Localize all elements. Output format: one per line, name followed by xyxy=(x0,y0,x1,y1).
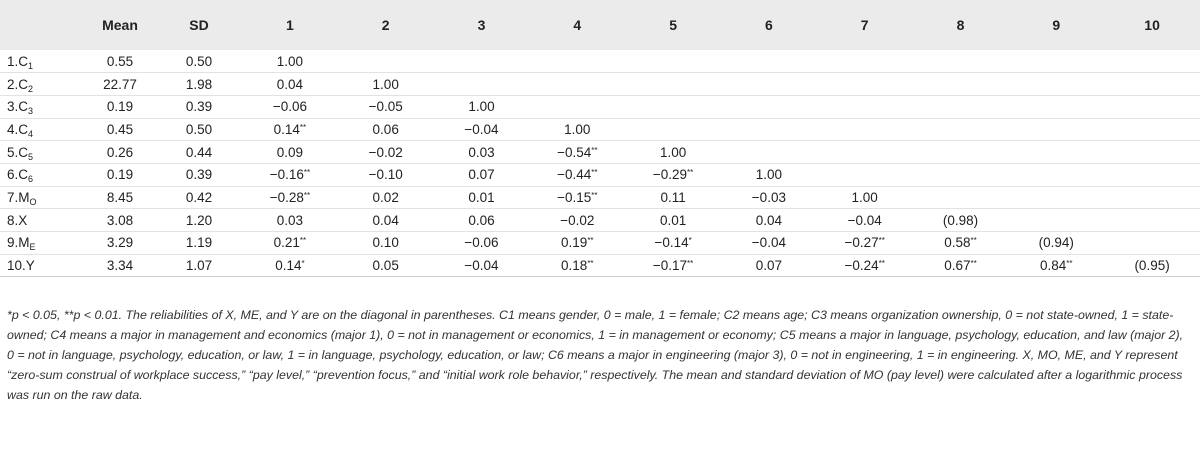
correlation-cell: 0.03 xyxy=(276,212,304,228)
correlation-cell xyxy=(625,73,721,96)
row-label-text: 9.M xyxy=(7,235,30,251)
column-header: 4 xyxy=(573,17,582,33)
correlation-cell xyxy=(529,95,625,118)
correlation-cell xyxy=(913,141,1009,164)
row-label-text: 4.C xyxy=(7,121,29,137)
mean-cell: 0.19 xyxy=(106,99,134,115)
correlation-cell: −0.10 xyxy=(368,167,403,183)
row-label-text: 1.C xyxy=(7,53,29,69)
row-label-text: 7.M xyxy=(7,189,30,205)
correlation-cell: −0.02 xyxy=(368,144,403,160)
table-row xyxy=(0,186,1200,209)
significance-stars: ** xyxy=(970,259,977,269)
correlation-cell: 0.03 xyxy=(468,144,495,160)
correlation-cell: (0.98) xyxy=(942,212,979,228)
row-label xyxy=(0,209,84,232)
row-label-text: 6.C xyxy=(7,167,29,183)
correlation-cell: 0.04 xyxy=(276,76,304,92)
correlation-cell xyxy=(817,118,913,141)
significance-stars: ** xyxy=(299,122,307,132)
row-label-subscript: 3 xyxy=(28,106,34,117)
correlation-cell: 0.10 xyxy=(372,235,399,251)
correlation-cell xyxy=(434,50,530,73)
row-label xyxy=(0,186,84,209)
correlation-cell xyxy=(1008,50,1104,73)
row-label xyxy=(0,118,84,141)
correlation-cell xyxy=(625,95,721,118)
significance-stars: ** xyxy=(587,236,594,246)
sd-cell: 0.42 xyxy=(185,189,213,205)
mean-cell: 8.45 xyxy=(106,189,134,205)
correlation-cell: 0.07 xyxy=(468,167,495,183)
column-header: 9 xyxy=(1052,17,1061,33)
correlation-cell xyxy=(1104,50,1200,73)
row-label xyxy=(0,95,84,118)
correlation-cell: 0.06 xyxy=(468,212,495,228)
correlation-cell: 0.84** xyxy=(1040,258,1073,274)
mean-cell: 0.45 xyxy=(106,121,134,137)
table-body xyxy=(0,50,1200,277)
correlation-cell: −0.04 xyxy=(751,235,786,251)
correlation-cell: 0.06 xyxy=(372,121,399,137)
correlation-cell xyxy=(817,163,913,186)
mean-cell: 22.77 xyxy=(103,76,137,92)
correlation-cell: 0.21** xyxy=(273,235,307,251)
correlation-cell: 0.02 xyxy=(372,189,399,205)
correlation-cell xyxy=(1104,232,1200,255)
table-row xyxy=(0,254,1200,277)
column-header: Mean xyxy=(102,17,138,33)
correlation-cell xyxy=(1104,73,1200,96)
correlation-cell: −0.29** xyxy=(652,167,694,183)
correlation-cell xyxy=(1104,95,1200,118)
row-label-subscript: E xyxy=(29,242,36,253)
significance-stars: * xyxy=(688,236,692,246)
correlation-cell xyxy=(434,73,530,96)
correlation-cell xyxy=(913,118,1009,141)
row-label-subscript: 2 xyxy=(28,83,34,94)
correlation-cell xyxy=(913,163,1009,186)
correlation-cell: 0.18** xyxy=(561,258,594,274)
significance-stars: ** xyxy=(591,168,598,178)
row-label xyxy=(0,73,84,96)
correlation-cell xyxy=(1008,73,1104,96)
correlation-cell xyxy=(913,186,1009,209)
correlation-cell: 0.19** xyxy=(561,235,594,251)
column-header: 3 xyxy=(477,17,486,33)
correlation-cell: −0.04 xyxy=(464,258,499,274)
significance-stars: ** xyxy=(970,236,977,246)
correlation-cell xyxy=(817,73,913,96)
correlation-cell xyxy=(1008,163,1104,186)
row-label-text: 3.C xyxy=(7,99,29,115)
significance-stars: ** xyxy=(878,236,885,246)
table-row xyxy=(0,209,1200,232)
table-row xyxy=(0,95,1200,118)
significance-stars: ** xyxy=(299,236,307,246)
table-row xyxy=(0,73,1200,96)
row-label xyxy=(0,232,84,255)
correlation-cell: 0.01 xyxy=(468,189,495,205)
table-row xyxy=(0,163,1200,186)
correlation-cell xyxy=(817,95,913,118)
correlation-cell: 0.07 xyxy=(755,258,783,274)
correlation-cell: 1.00 xyxy=(564,121,591,137)
column-header: 8 xyxy=(956,17,965,33)
significance-stars: ** xyxy=(303,190,311,200)
significance-stars: ** xyxy=(591,145,598,155)
row-label-text: 10.Y xyxy=(7,258,35,274)
column-header: SD xyxy=(189,17,209,33)
correlation-cell: 0.58** xyxy=(944,235,977,251)
row-label-subscript: 5 xyxy=(28,151,34,162)
sd-cell: 0.50 xyxy=(185,121,213,137)
significance-stars: ** xyxy=(878,259,885,269)
correlation-cell xyxy=(721,50,817,73)
correlation-cell: 0.04 xyxy=(372,212,399,228)
correlation-cell: −0.44** xyxy=(557,167,598,183)
correlation-cell: −0.28** xyxy=(269,189,311,205)
correlation-cell: 0.11 xyxy=(660,189,686,205)
sd-cell: 1.98 xyxy=(185,76,213,92)
correlation-cell: −0.16** xyxy=(269,167,311,183)
column-header: 1 xyxy=(286,17,294,33)
row-label-text: 2.C xyxy=(7,76,29,92)
sd-cell: 1.20 xyxy=(185,212,213,228)
mean-cell: 0.26 xyxy=(106,144,134,160)
correlation-cell: −0.05 xyxy=(368,99,403,115)
row-label-subscript: O xyxy=(29,196,37,207)
sd-cell: 0.50 xyxy=(185,53,213,69)
row-label-text: 5.C xyxy=(7,144,29,160)
table-row xyxy=(0,118,1200,141)
table-row xyxy=(0,141,1200,164)
correlation-cell: 1.00 xyxy=(372,76,399,92)
mean-cell: 0.19 xyxy=(106,167,134,183)
correlation-cell: −0.15** xyxy=(557,189,598,205)
correlation-cell xyxy=(1008,186,1104,209)
column-header xyxy=(0,0,84,50)
correlation-cell: 1.00 xyxy=(468,99,495,115)
correlation-cell xyxy=(721,73,817,96)
row-label-subscript: 4 xyxy=(28,128,34,139)
mean-cell: 0.55 xyxy=(106,53,134,69)
correlation-cell: 1.00 xyxy=(276,53,304,69)
correlation-cell xyxy=(625,118,721,141)
correlation-cell xyxy=(913,73,1009,96)
significance-stars: ** xyxy=(591,190,598,200)
correlation-cell xyxy=(817,141,913,164)
correlation-cell xyxy=(338,50,434,73)
sd-cell: 1.07 xyxy=(185,258,213,274)
row-label xyxy=(0,254,84,277)
correlation-cell xyxy=(625,50,721,73)
correlation-cell xyxy=(817,50,913,73)
correlation-cell xyxy=(1104,118,1200,141)
correlation-cell xyxy=(913,95,1009,118)
column-header: 10 xyxy=(1144,17,1160,33)
correlation-cell: 0.09 xyxy=(276,144,304,160)
correlation-cell xyxy=(1104,186,1200,209)
correlation-cell: 1.00 xyxy=(755,167,783,183)
sd-cell: 0.44 xyxy=(185,144,213,160)
correlation-cell xyxy=(1008,118,1104,141)
correlation-cell: 0.14* xyxy=(275,258,305,274)
correlation-cell: −0.06 xyxy=(464,235,499,251)
correlation-cell: (0.94) xyxy=(1038,235,1074,251)
column-header: 6 xyxy=(764,17,773,33)
correlation-cell: −0.54** xyxy=(557,144,598,160)
correlation-cell xyxy=(1104,163,1200,186)
correlation-cell: 0.67** xyxy=(944,258,977,274)
significance-stars: ** xyxy=(303,168,311,178)
significance-stars: ** xyxy=(687,168,694,178)
correlation-cell: −0.14* xyxy=(654,235,692,251)
correlation-cell: −0.04 xyxy=(464,121,499,137)
significance-stars: ** xyxy=(1066,259,1073,269)
correlation-cell xyxy=(1008,95,1104,118)
sd-cell: 0.39 xyxy=(185,99,213,115)
column-header: 5 xyxy=(669,17,677,33)
sd-cell: 1.19 xyxy=(185,235,213,251)
correlation-cell: −0.27** xyxy=(844,235,885,251)
row-label xyxy=(0,163,84,186)
mean-cell: 3.08 xyxy=(106,212,134,228)
correlation-cell: −0.02 xyxy=(560,212,595,228)
correlation-cell: 0.04 xyxy=(755,212,783,228)
correlation-cell xyxy=(529,73,625,96)
correlation-cell: −0.24** xyxy=(844,258,885,274)
table-row xyxy=(0,50,1200,73)
correlation-cell xyxy=(1008,141,1104,164)
correlation-cell xyxy=(1104,141,1200,164)
column-header: 7 xyxy=(860,17,869,33)
correlation-cell xyxy=(529,50,625,73)
correlation-cell xyxy=(1104,209,1200,232)
correlation-cell: −0.04 xyxy=(847,212,882,228)
correlation-cell: −0.03 xyxy=(751,189,786,205)
correlation-cell: (0.95) xyxy=(1134,258,1170,274)
row-label-subscript: 1 xyxy=(28,60,34,71)
correlation-cell xyxy=(721,95,817,118)
table-header xyxy=(0,0,1200,50)
column-header: 2 xyxy=(381,17,390,33)
significance-stars: * xyxy=(301,259,305,269)
header-row xyxy=(0,0,1200,50)
correlation-cell xyxy=(913,50,1009,73)
row-label-text: 8.X xyxy=(7,212,28,228)
correlation-cell: 1.00 xyxy=(659,144,687,160)
significance-stars: ** xyxy=(587,259,594,269)
significance-stars: ** xyxy=(687,259,694,269)
correlation-cell: −0.17** xyxy=(652,258,694,274)
mean-cell: 3.29 xyxy=(106,235,134,251)
correlation-cell: 0.05 xyxy=(372,258,399,274)
correlation-cell: 1.00 xyxy=(851,189,878,205)
table-row xyxy=(0,232,1200,255)
mean-cell: 3.34 xyxy=(106,258,134,274)
sd-cell: 0.39 xyxy=(185,167,213,183)
table-footnote: *p < 0.05, **p < 0.01. The reliabilities of X, ME, and Y are on the diagonal in parentheses. C1 means gender, 0 = male, 1 = female; C2 means age; C3 means organization ownership, 0 = not state-owned, 1 = state-owned; C4 means a major in management and economics (major 1), 0 = not in management or economics, 1 = in management or economy; C5 means a major in language, psychology, education, and law (major 2), 0 = not in language, psychology, education, or law, 1 = in language, psychology, education, or law; C6 means a major in engineering (major 3), 0 = not in engineering, 1 = in engineering. X, MO, ME, and Y represent “zero-sum construal of workplace success,” “pay level,” “prevention focus,” and “initial work role behavior,” respectively. The mean and standard deviation of MO (pay level) were calculated after a logarithmic process was run on the raw data. xyxy=(7,308,1184,402)
correlation-cell: −0.06 xyxy=(272,99,307,115)
correlation-cell xyxy=(1008,209,1104,232)
row-label xyxy=(0,141,84,164)
row-label xyxy=(0,50,84,73)
correlation-cell xyxy=(721,118,817,141)
correlation-cell: 0.01 xyxy=(659,212,687,228)
row-label-subscript: 6 xyxy=(28,174,34,185)
correlation-cell: 0.14** xyxy=(273,121,307,137)
correlation-cell xyxy=(721,141,817,164)
